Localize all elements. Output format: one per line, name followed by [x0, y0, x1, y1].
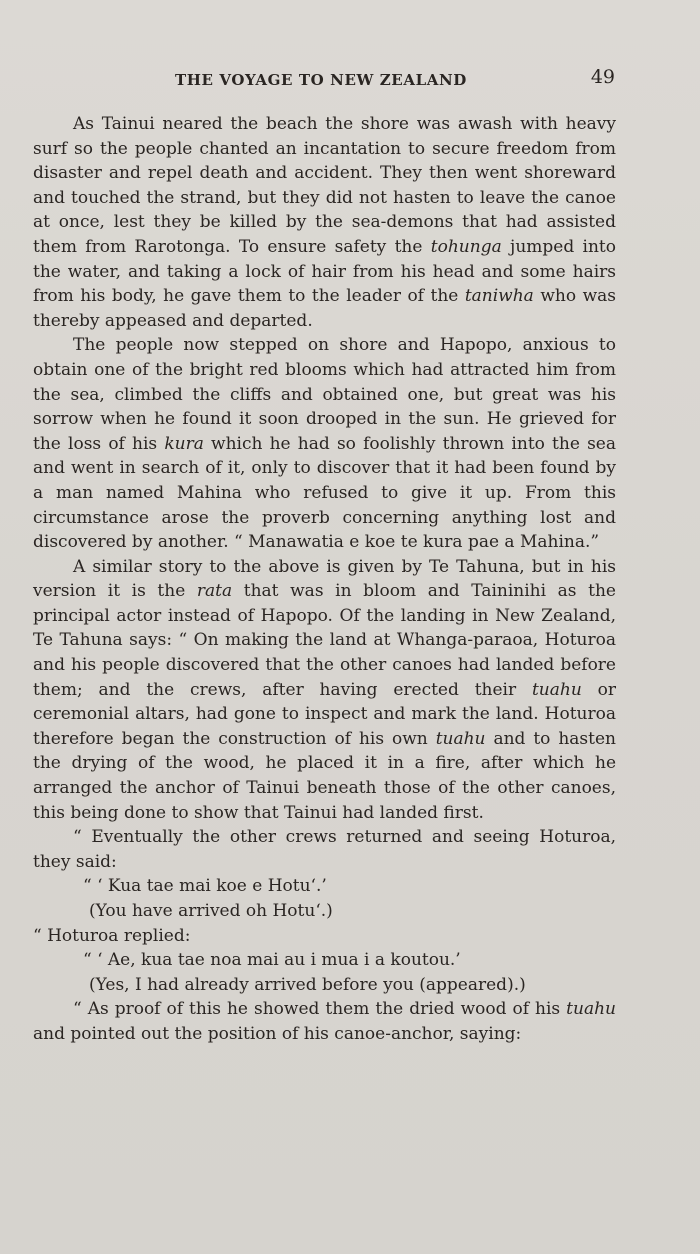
- paragraph: [33, 899, 616, 924]
- paragraph: [33, 874, 616, 899]
- italic-term: tohunga: [430, 236, 502, 257]
- text-run: which he had so foolishly thrown into the sea and went in search of it, only to discover that it had been found by a man named Mahina who refused to give it up. From this circumstance arose the proverb concerning anything lost and discovered by another. “ Manawatia e koe te kura pae a Mahina.”: [33, 433, 617, 553]
- page-header: [33, 66, 615, 94]
- body-text: [33, 112, 616, 1047]
- paragraph: [33, 112, 616, 333]
- paragraph: [33, 555, 616, 826]
- italic-term: taniwha: [464, 286, 534, 307]
- text-run: “ Hoturoa replied:: [33, 925, 191, 946]
- text-run: that was in bloom and Taininihi as the principal actor instead of Hapopo. Of the landing in New Zealand, Te Tahuna says: “ On making the land at Whanga-paraoa, Hoturoa and his people discovered that the other canoes had landed before them; and the crews, after having erected their: [33, 581, 616, 700]
- paragraph: [33, 973, 616, 998]
- text-run: who was thereby appeased and departed.: [33, 286, 616, 331]
- text-run: A similar story to the above is given by Te Tahuna, but in his version it is the: [33, 556, 616, 602]
- italic-term: rata: [196, 581, 233, 602]
- text-run: “ ‘ Ae, kua tae noa mai au i mua i a koutou.’: [83, 950, 461, 971]
- text-run: “ As proof of this he showed them the dried wood of his: [73, 999, 567, 1020]
- text-run: The people now stepped on shore and Hapopo, anxious to obtain one of the bright red blooms which had attracted him from the sea, climbed the cliffs and obtained one, but great was his sorrow when he found it soon drooped in the sun. He grieved for the loss of his: [33, 335, 616, 454]
- text-run: (You have arrived oh Hotu‘.): [89, 901, 333, 921]
- running-title: THE VOYAGE TO NEW ZEALAND: [175, 71, 467, 89]
- paragraph: [33, 825, 616, 874]
- text-run: As Tainui neared the beach the shore was awash with heavy surf so the people chanted an incantation to secure freedom from disaster and repel death and accident. They then went shoreward and touched the strand, but they did not hasten to leave the canoe at once, lest they be killed by the sea-demons that had assisted them from Rarotonga. To ensure safety the: [33, 114, 616, 257]
- paragraph: [33, 997, 616, 1046]
- text-run: “ Eventually the other crews returned and seeing Hoturoa, they said:: [33, 827, 616, 872]
- paragraph: [33, 924, 616, 949]
- italic-term: tuahu: [435, 728, 486, 749]
- paragraph: [33, 333, 616, 554]
- italic-term: kura: [164, 433, 204, 454]
- paragraph: [33, 948, 616, 973]
- page-number: 49: [590, 66, 615, 88]
- text-run: and pointed out the position of his canoe-anchor, saying:: [33, 1023, 522, 1044]
- text-run: and to hasten the drying of the wood, he placed it in a fire, after which he arranged the anchor of Tainui beneath those of the other canoes, this being done to show that Tainui had landed first.: [33, 728, 616, 823]
- text-run: or ceremonial altars, had gone to inspect and mark the land. Hoturoa therefore began the construction of his own: [33, 679, 616, 749]
- text-run: (Yes, I had already arrived before you (appeared).): [89, 974, 526, 995]
- italic-term: tuahu: [531, 679, 582, 700]
- text-run: jumped into the water, and taking a lock of hair from his head and some hairs from his body, he gave them to the leader of the: [33, 236, 616, 307]
- italic-term: tuahu: [566, 999, 616, 1020]
- text-run: “ ‘ Kua tae mai koe e Hotu‘.’: [83, 876, 327, 897]
